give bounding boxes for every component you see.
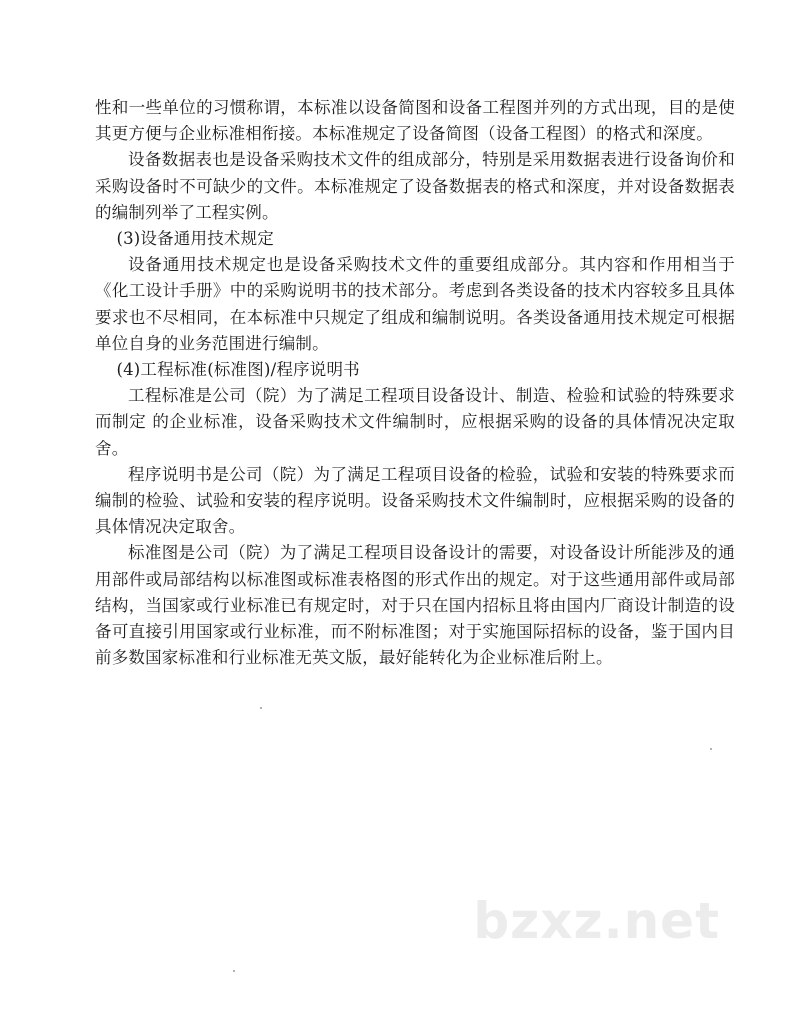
paragraph-general-technical-rules: 设备通用技术规定也是设备采购技术文件的重要组成部分。其内容和作用相当于《化工设计手册》中的采购说明书的技术部分。考虑到各类设备的技术内容较多且具体要求也不尽相同，在本标准中只规定了组成和编制说明。各类设备通用技术规定可根据单位自身的业务范围进行编制。: [95, 255, 735, 353]
paragraph-engineering-standard: 工程标准是公司（院）为了满足工程项目设备设计、制造、检验和试验的特殊要求而制定 的企业标准，设备采购技术文件编制时，应根据采购的设备的具体情况决定取舍。: [95, 386, 735, 458]
site-watermark: bzxz.net: [473, 892, 720, 950]
scan-speck: [710, 748, 712, 750]
scan-speck: [260, 707, 262, 709]
paragraph-standard-drawing: 标准图是公司（院）为了满足工程项目设备设计的需要，对设备设计所能涉及的通用部件或局部结构以标准图或标准表格图的形式作出的规定。对于这些通用部件或局部结构，当国家或行业标准已有规定时，对于只在国内招标且将由国内厂商设计制造的设备可直接引用国家或行业标准，而不附标准图；对于实施国际招标的设备，鉴于国内目前多数国家标准和行业标准无英文版，最好能转化为企业标准后附上。: [95, 543, 735, 668]
document-body: [95, 95, 735, 671]
paragraph-continued: 性和一些单位的习惯称谓，本标准以设备简图和设备工程图并列的方式出现，目的是使其更方便与企业标准相衔接。本标准规定了设备简图（设备工程图）的格式和深度。: [95, 98, 735, 144]
section-heading-3: (3)设备通用技术规定: [116, 229, 275, 249]
scan-speck: [233, 970, 235, 972]
paragraph-procedure-manual: 程序说明书是公司（院）为了满足工程项目设备的检验，试验和安装的特殊要求而编制的检验、试验和安装的程序说明。设备采购技术文件编制时，应根据采购的设备的具体情况决定取舍。: [95, 464, 735, 537]
paragraph-equipment-data-sheet: 设备数据表也是设备采购技术文件的组成部分，特别是采用数据表进行设备询价和采购设备时不可缺少的文件。本标准规定了设备数据表的格式和深度，并对设备数据表的编制列举了工程实例。: [95, 150, 735, 222]
section-heading-4: (4)工程标准(标准图)/程序说明书: [116, 360, 360, 380]
